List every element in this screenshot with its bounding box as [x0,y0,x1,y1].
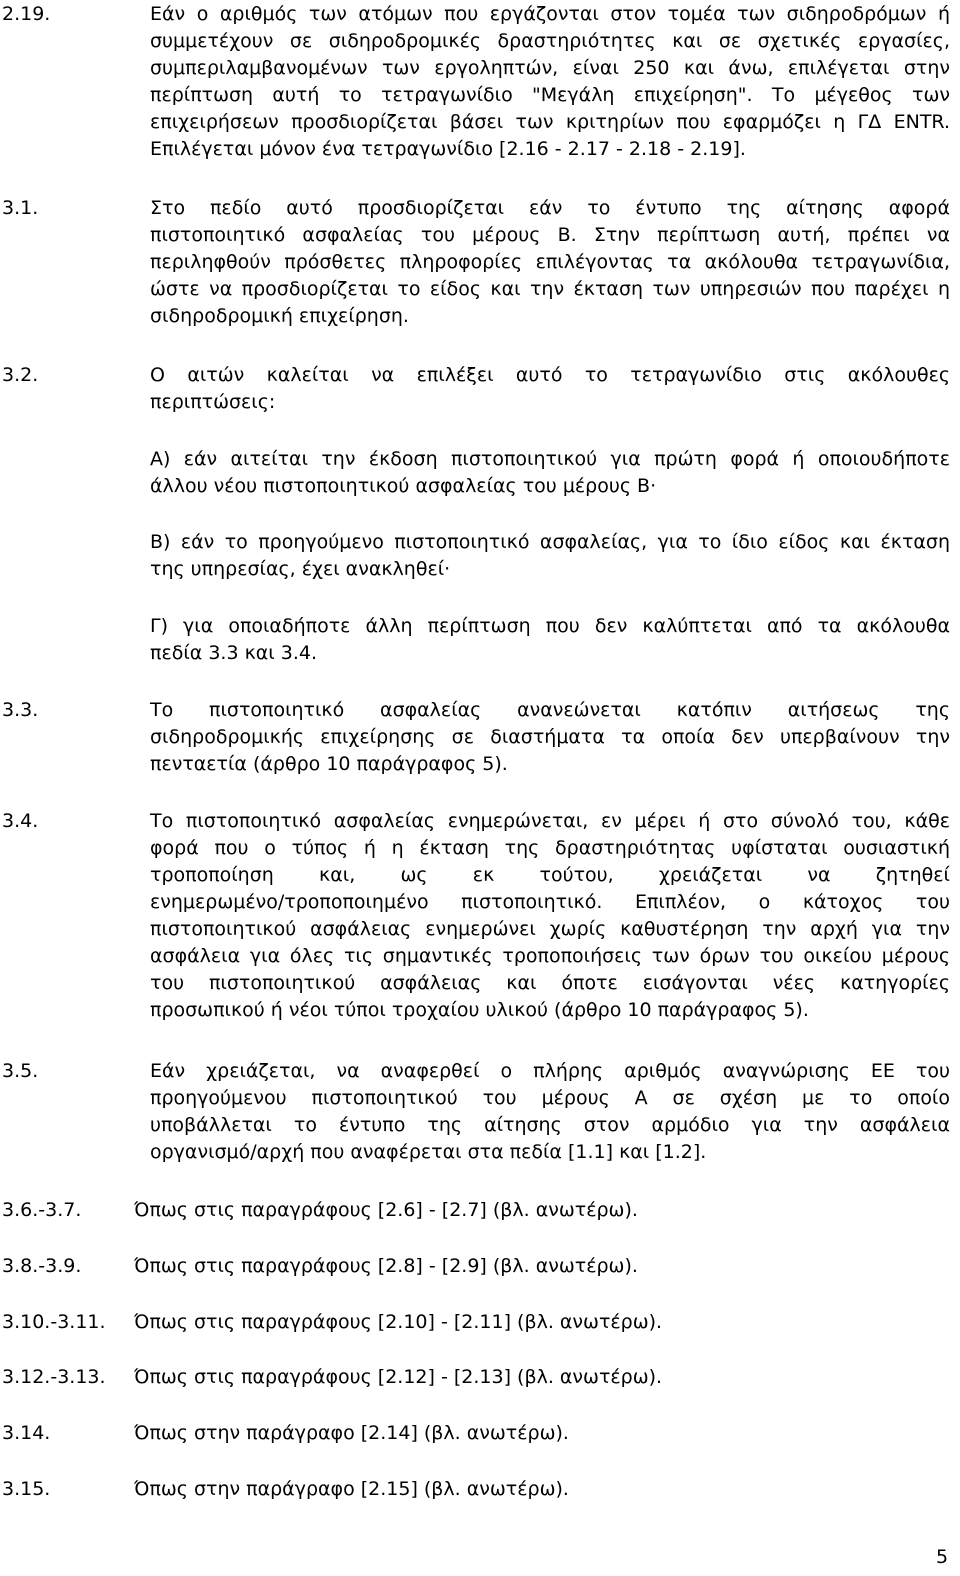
text-line: Στο πεδίο αυτό προσδιορίζεται εάν το έντυπο της αίτησης αφορά [150,197,950,219]
text-line: του πιστοποιητικού ασφάλειας και όποτε εισάγονται νέες κατηγορίες [150,972,950,994]
text-line: συμπεριλαμβανομένων των εργοληπτών, είναι 250 και άνω, επιλέγεται στην [150,57,950,79]
text-line: οργανισμό/αρχή που αναφέρεται στα πεδία [1.1] και [1.2]. [150,1141,707,1163]
text-line: σιδηροδρομικής επιχείρησης σε διαστήματα τα οποία δεν υπερβαίνουν την [150,726,950,748]
section-number: 3.5. [2,1060,39,1082]
item-text: Όπως στις παραγράφους [2.6] - [2.7] (βλ. ανωτέρω). [134,1199,638,1221]
case-body [150,529,950,583]
text-line: περίπτωση αυτή το τετραγωνίδιο "Μεγάλη επιχείρηση". Το μέγεθος των [150,84,950,106]
text-line: φορά που ο τύπος ή η έκταση της δραστηριότητας υφίσταται ουσιαστική [150,837,950,859]
section-number: 3.4. [2,810,39,832]
item-number: 3.12.-3.13. [2,1366,106,1388]
section-body [150,195,950,330]
item-text: Όπως στις παραγράφους [2.10] - [2.11] (βλ. ανωτέρω). [134,1311,663,1333]
item-text: Όπως στην παράγραφο [2.14] (βλ. ανωτέρω). [134,1422,569,1444]
text-line: τροποποίηση και, ως εκ τούτου, χρειάζεται να ζητηθεί [150,864,950,886]
text-line: της υπηρεσίας, έχει ανακληθεί· [150,558,451,580]
text-line: προηγούμενου πιστοποιητικού του μέρους Α σε σχέση με το οποίο [150,1087,950,1109]
text-line: Εάν ο αριθμός των ατόμων που εργάζονται στον τομέα των σιδηροδρόμων ή [150,3,950,25]
item-number: 3.15. [2,1478,51,1500]
section-number: 3.2. [2,364,39,386]
text-line: Εάν χρειάζεται, να αναφερθεί ο πλήρης αριθμός αναγνώρισης ΕΕ του [150,1060,950,1082]
text-line: Α) εάν αιτείται την έκδοση πιστοποιητικού για πρώτη φορά ή οποιουδήποτε [150,448,950,470]
text-line: Επιλέγεται μόνον ένα τετραγωνίδιο [2.16 - 2.17 - 2.18 - 2.19]. [150,138,746,160]
text-line: περιληφθούν πρόσθετες πληροφορίες επιλέγοντας τα ακόλουθα τετραγωνίδια, [150,251,950,273]
case-body [150,613,950,667]
text-line: ασφάλεια για όλες τις σημαντικές τροποποιήσεις των όρων του οικείου μέρους [150,945,950,967]
section-number: 2.19. [2,3,51,25]
section-number: 3.1. [2,197,39,219]
section-body [150,1058,950,1166]
text-line: ενημερωμένο/τροποποιημένο πιστοποιητικό. Επιπλέον, ο κάτοχος του [150,891,950,913]
item-number: 3.10.-3.11. [2,1311,106,1333]
text-line: άλλου νέου πιστοποιητικού ασφαλείας του μέρους Β· [150,475,657,497]
item-text: Όπως στην παράγραφο [2.15] (βλ. ανωτέρω). [134,1478,569,1500]
text-line: Β) εάν το προηγούμενο πιστοποιητικό ασφαλείας, για το ίδιο είδος και έκταση [150,531,950,553]
text-line: πιστοποιητικό ασφαλείας του μέρους Β. Στην περίπτωση αυτή, πρέπει να [150,224,950,246]
text-line: πενταετία (άρθρο 10 παράγραφος 5). [150,753,508,775]
section-body [150,808,950,1024]
text-line: πιστοποιητικού ασφάλειας ενημερώνει χωρίς καθυστέρηση την αρχή για την [150,918,950,940]
item-text: Όπως στις παραγράφους [2.8] - [2.9] (βλ. ανωτέρω). [134,1255,638,1277]
text-line: περιπτώσεις: [150,391,276,413]
item-text: Όπως στις παραγράφους [2.12] - [2.13] (βλ. ανωτέρω). [134,1366,663,1388]
text-line: Ο αιτών καλείται να επιλέξει αυτό το τετραγωνίδιο στις ακόλουθες [150,364,950,386]
text-line: υποβάλλεται το έντυπο της αίτησης στον αρμόδιο για την ασφάλεια [150,1114,950,1136]
text-line: συμμετέχουν σε σιδηροδρομικές δραστηριότητες και σε σχετικές εργασίες, [150,30,950,52]
text-line: επιχειρήσεων προσδιορίζεται βάσει των κριτηρίων που εφαρμόζει η ΓΔ ENTR. [150,111,950,133]
text-line: πεδία 3.3 και 3.4. [150,642,318,664]
text-line: σιδηροδρομική επιχείρηση. [150,305,409,327]
item-number: 3.14. [2,1422,51,1444]
item-number: 3.8.-3.9. [2,1255,82,1277]
section-body [150,362,950,416]
text-line: ώστε να προσδιορίζεται το είδος και την έκταση των υπηρεσιών που παρέχει η [150,278,950,300]
page-number: 5 [936,1546,949,1568]
section-body [150,1,950,163]
text-line: Το πιστοποιητικό ασφαλείας ενημερώνεται, εν μέρει ή στο σύνολό του, κάθε [150,810,950,832]
section-number: 3.3. [2,699,39,721]
case-body [150,446,950,500]
text-line: Γ) για οποιαδήποτε άλλη περίπτωση που δεν καλύπτεται από τα ακόλουθα [150,615,950,637]
item-number: 3.6.-3.7. [2,1199,82,1221]
text-line: προσωπικού ή νέοι τύποι τροχαίου υλικού (άρθρο 10 παράγραφος 5). [150,999,809,1021]
section-body [150,697,950,778]
text-line: Το πιστοποιητικό ασφαλείας ανανεώνεται κατόπιν αιτήσεως της [150,699,950,721]
